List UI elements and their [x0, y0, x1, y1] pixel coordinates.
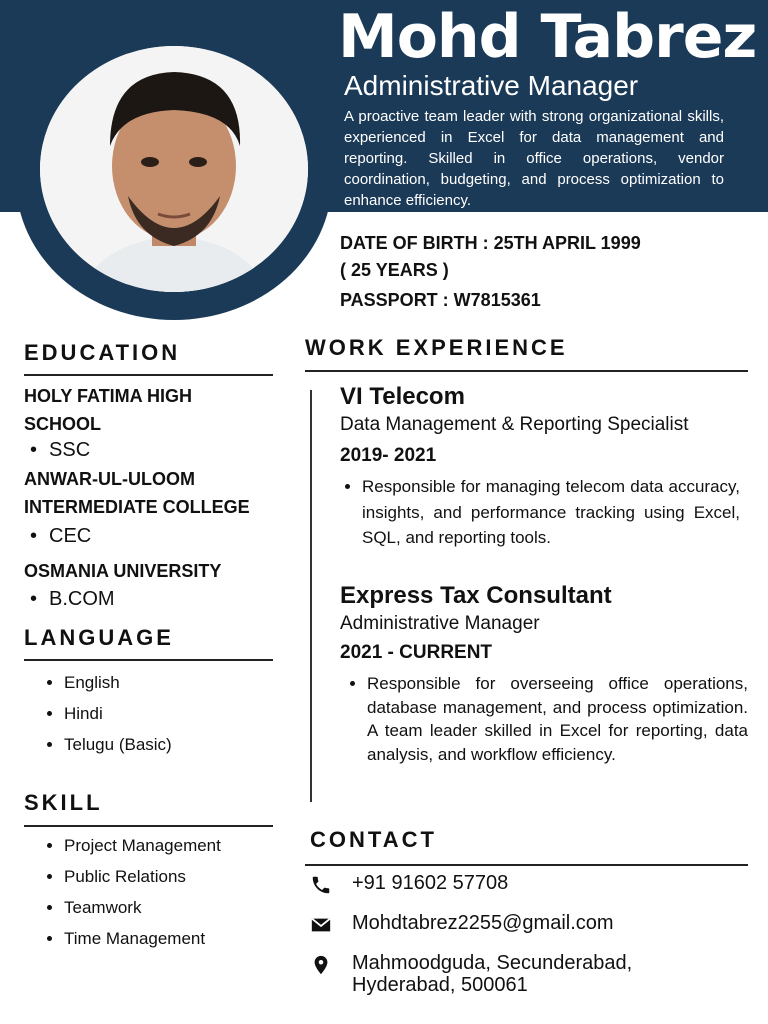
- dob-line: DATE OF BIRTH : 25TH APRIL 1999: [340, 233, 641, 253]
- work-experience-heading: WORK EXPERIENCE: [305, 335, 568, 360]
- skill-item: • Teamwork: [64, 892, 221, 923]
- phone-number[interactable]: +91 91602 57708: [352, 872, 509, 894]
- skill-item: • Time Management: [64, 923, 221, 954]
- address: [352, 952, 632, 996]
- phone-icon: [310, 874, 332, 896]
- skill-item: • Public Relations: [64, 861, 221, 892]
- email-address[interactable]: Mohdtabrez2255@gmail.com: [352, 912, 614, 934]
- education-degree: • SSC: [30, 439, 90, 462]
- institution-line: ANWAR-UL-ULOOM: [24, 469, 195, 489]
- education-degree: • CEC: [30, 525, 91, 548]
- institution-line: HOLY FATIMA HIGH: [24, 386, 193, 406]
- skill-divider: [24, 825, 273, 827]
- date-of-birth: [340, 230, 641, 284]
- address-line: Hyderabad, 500061: [352, 974, 528, 996]
- language-item: • English: [64, 667, 172, 698]
- education-degree: • B.COM: [30, 588, 115, 611]
- education-institution: [24, 465, 250, 521]
- timeline-line: [310, 390, 312, 802]
- job-company: VI Telecom: [340, 383, 465, 410]
- skill-list: [24, 830, 221, 954]
- envelope-icon: [310, 914, 332, 936]
- language-heading: LANGUAGE: [24, 625, 174, 650]
- work-experience-divider: [305, 370, 748, 372]
- education-divider: [24, 374, 273, 376]
- job-years: 2021 - CURRENT: [340, 642, 493, 663]
- address-line: Mahmoodguda, Secunderabad,: [352, 952, 633, 974]
- job-company: Express Tax Consultant: [340, 582, 612, 609]
- job-role: Administrative Manager: [340, 613, 540, 634]
- education-heading: EDUCATION: [24, 340, 181, 365]
- institution-line: INTERMEDIATE COLLEGE: [24, 497, 250, 517]
- education-institution: [24, 557, 221, 585]
- language-list: [24, 667, 172, 760]
- institution-line: SCHOOL: [24, 414, 102, 434]
- contact-divider: [305, 864, 748, 866]
- job-duties: [345, 672, 748, 766]
- job-role: Data Management & Reporting Specialist: [340, 414, 689, 435]
- job-duties: [340, 474, 740, 551]
- job-duty-item: • Responsible for managing telecom data accuracy, insights, and performance tracking using Excel, SQL, and reporting tools.: [362, 474, 740, 551]
- passport-number: PASSPORT : W7815361: [340, 290, 541, 310]
- education-institution: [24, 382, 192, 438]
- language-item: • Telugu (Basic): [64, 729, 172, 760]
- language-divider: [24, 659, 273, 661]
- job-duty-item: • Responsible for overseeing office operations, database management, and process optimization. A team leader skilled in Excel for reporting, data analysis, and workflow efficiency.: [367, 672, 748, 766]
- institution-line: OSMANIA UNIVERSITY: [24, 561, 222, 581]
- candidate-title: Administrative Manager: [344, 70, 639, 101]
- profile-summary: A proactive team leader with strong organizational skills, experienced in Excel for data management and reporting. Skilled in office operations, vendor coordination, budgeting, and process optimization to enhance efficiency.: [344, 108, 724, 209]
- contact-heading: CONTACT: [310, 827, 437, 852]
- skill-heading: SKILL: [24, 790, 103, 815]
- candidate-name: Mohd Tabrez: [338, 2, 757, 72]
- location-pin-icon: [310, 954, 332, 976]
- skill-item: • Project Management: [64, 830, 221, 861]
- age-line: ( 25 YEARS ): [340, 260, 449, 280]
- job-years: 2019- 2021: [340, 445, 437, 466]
- language-item: • Hindi: [64, 698, 172, 729]
- profile-photo: [40, 46, 308, 292]
